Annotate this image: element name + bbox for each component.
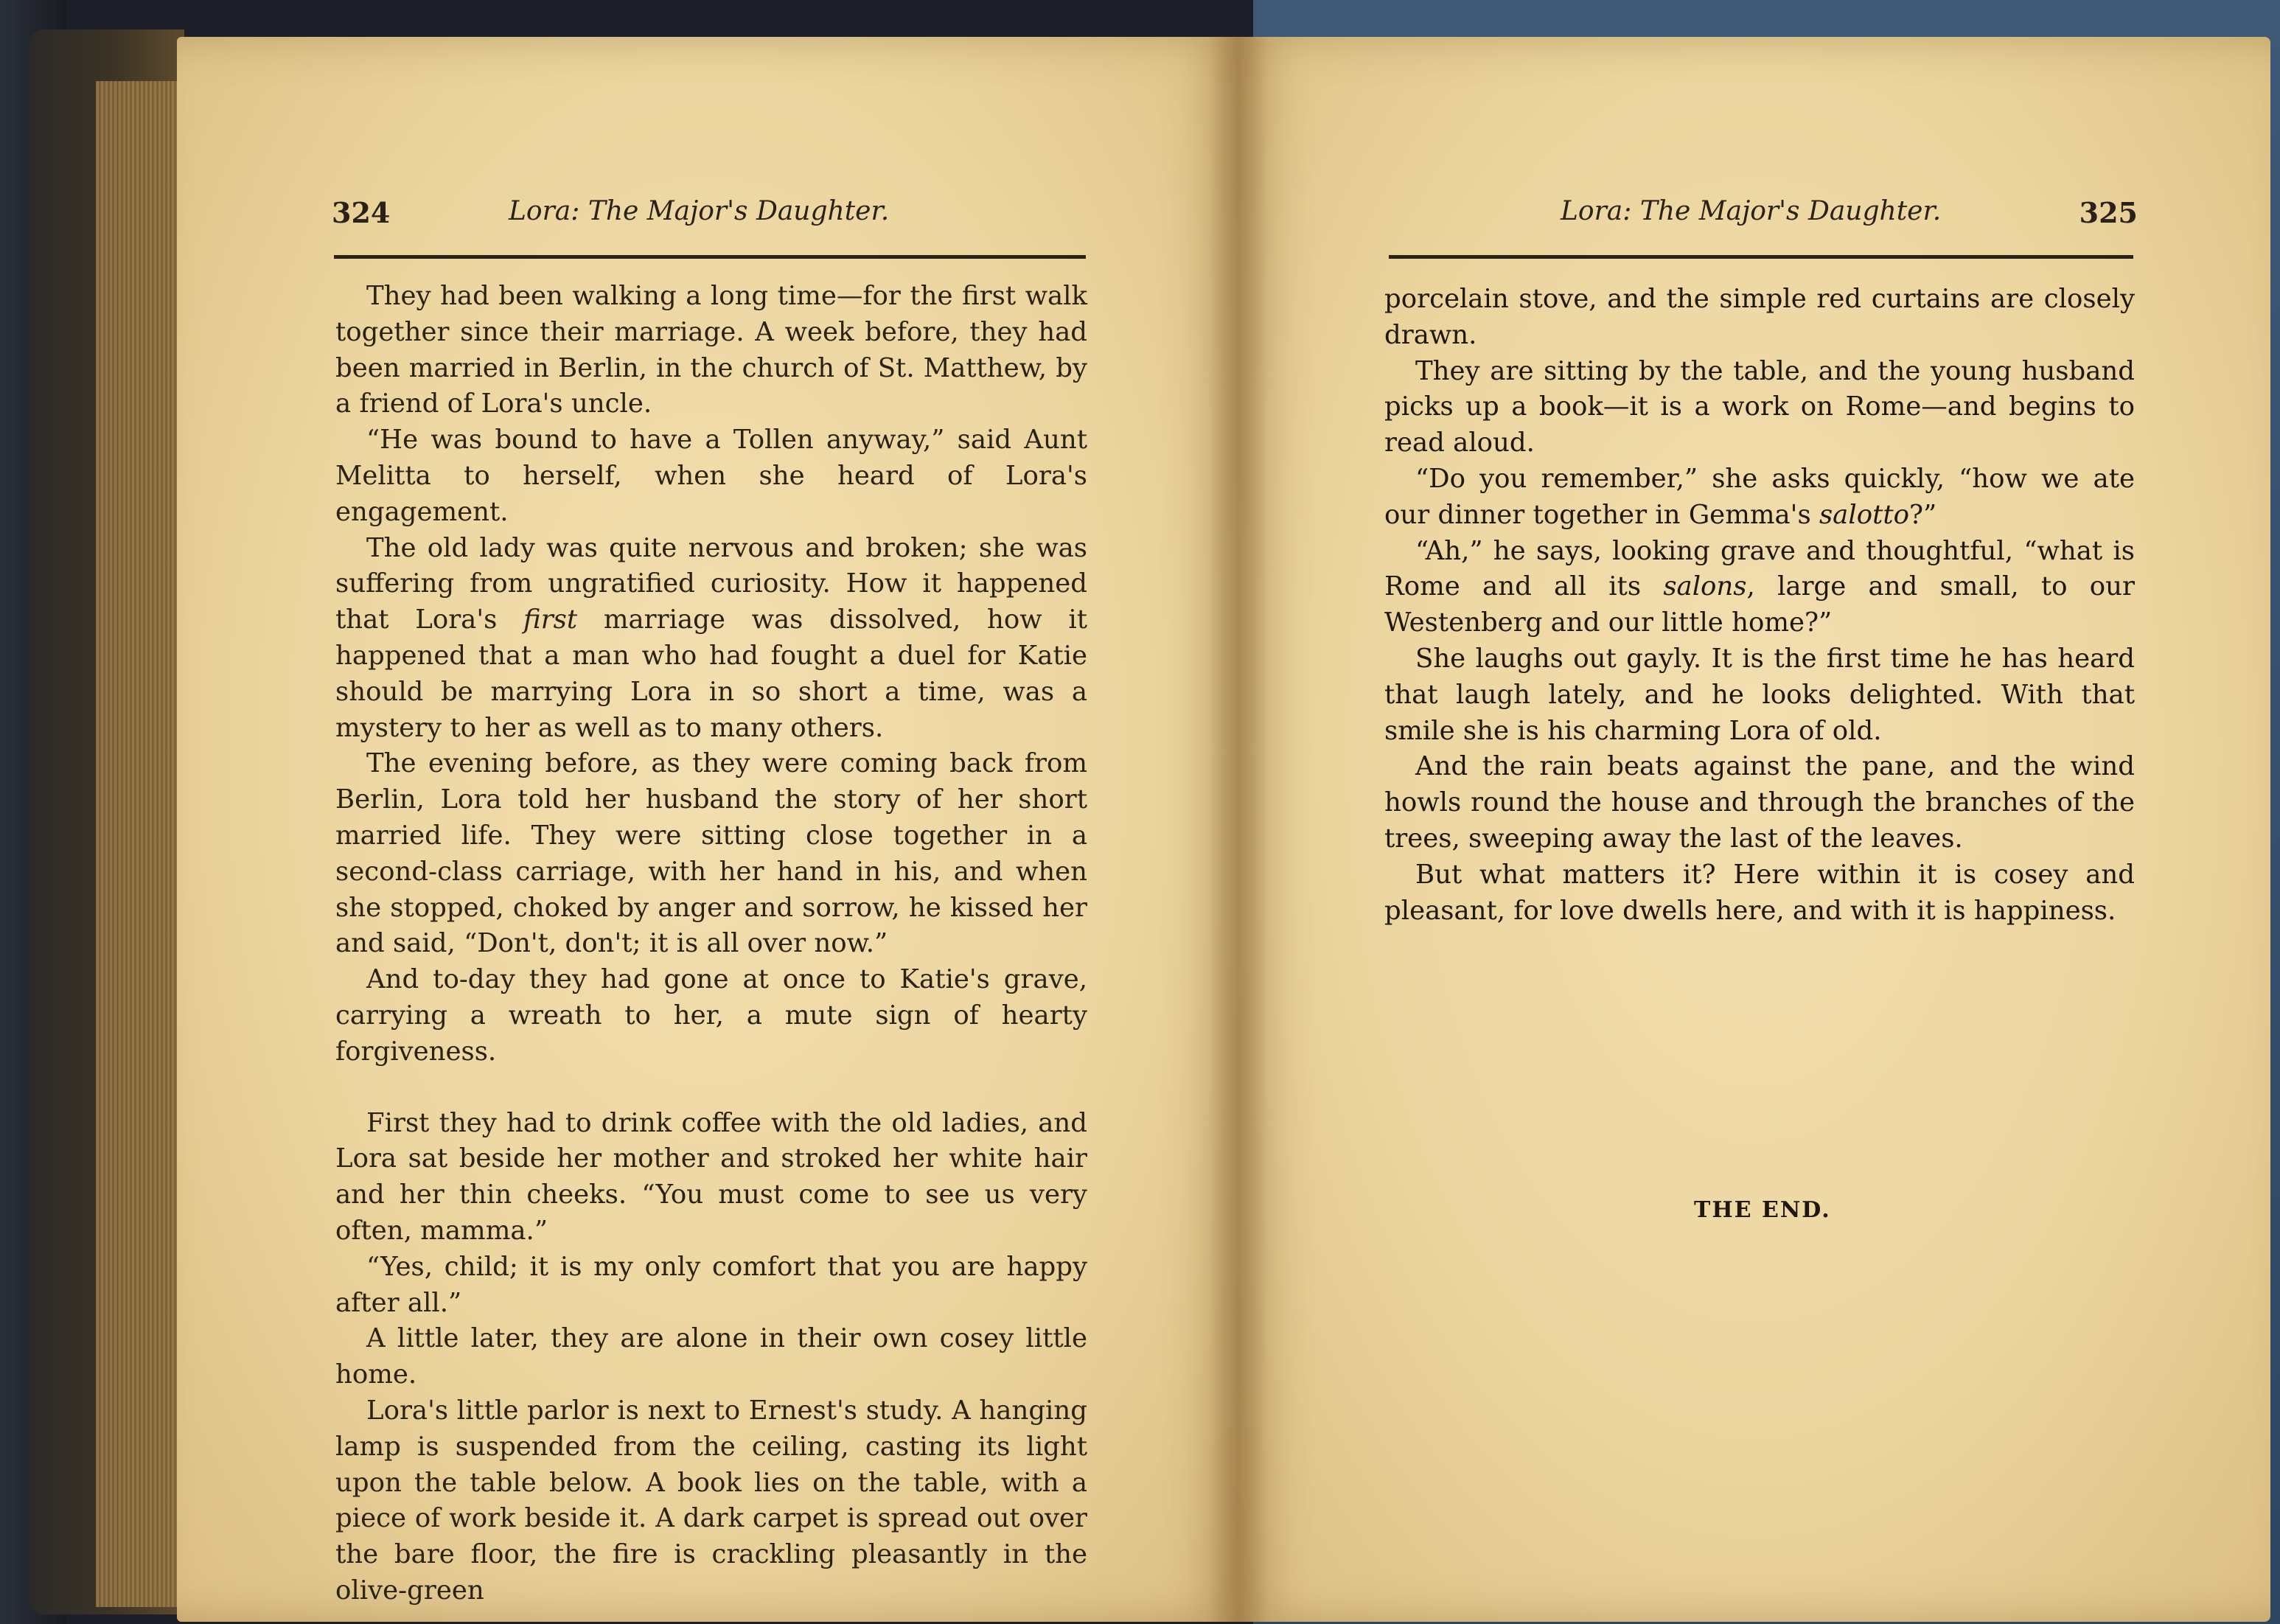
- right-page-number: 325: [2079, 196, 2138, 229]
- paragraph: [335, 279, 1087, 422]
- paragraph-text: First they had to drink coffee with the old ladies, and Lora sat beside her mother and stroked her white hair and her thin cheeks. “You must come to see us very often, mamma.”: [335, 1107, 1087, 1246]
- paragraph: [335, 1250, 1087, 1322]
- paragraph-text: porcelain stove, and the simple red curtains are closely drawn.: [1384, 284, 2135, 350]
- left-header-rule: [334, 255, 1086, 259]
- paragraph-text: But what matters it? Here within it is cosey and pleasant, for love dwells here, and with it is happiness.: [1384, 859, 2135, 926]
- right-page-body: [1384, 282, 2135, 929]
- paragraph-text: The old lady was quite nervous and broken; she was suffering from ungratified curiosity. How it happened that Lora's: [335, 532, 1087, 635]
- paragraph-text: She laughs out gayly. It is the first time he has heard that laugh lately, and he looks delighted. With that smile she is his charming Lora of old.: [1384, 643, 2135, 746]
- left-running-title: Lora: The Major's Daughter.: [509, 196, 890, 226]
- right-header-rule: [1389, 255, 2133, 259]
- paragraph: [335, 962, 1087, 1070]
- paragraph-text: “Ah,” he says, looking grave and thoughtful, “what is Rome and all its: [1384, 535, 2135, 602]
- paragraph: [1384, 354, 2135, 461]
- paragraph-text: “Yes, child; it is my only comfort that you are happy after all.”: [335, 1251, 1087, 1318]
- paragraph-text: They are sitting by the table, and the young husband picks up a book—it is a work on Rome—and begins to read aloud.: [1384, 355, 2135, 459]
- italic-text: first: [523, 604, 578, 635]
- italic-text: salons: [1663, 571, 1747, 602]
- paragraph: [335, 1106, 1087, 1250]
- paragraph-text: And the rain beats against the pane, and the wind howls round the house and through the branches of the trees, sweeping away the last of the leaves.: [1384, 751, 2135, 854]
- paragraph: [1384, 749, 2135, 857]
- paragraph: [335, 531, 1087, 747]
- paragraph-text: ?”: [1908, 499, 1937, 530]
- paragraph: [1384, 282, 2135, 354]
- paragraph-text: They had been walking a long time—for the first walk together since their marriage. A week before, they had been married in Berlin, in the church of St. Matthew, by a friend of Lora's uncle.: [335, 281, 1087, 419]
- paragraph: [1384, 641, 2135, 749]
- italic-text: salotto: [1819, 499, 1909, 530]
- right-running-title: Lora: The Major's Daughter.: [1561, 196, 1942, 226]
- paragraph-text: The evening before, as they were coming back from Berlin, Lora told her husband the story of her short married life. They were sitting close together in a second-class carriage, with her hand in his, and when she stopped, choked by anger and sorrow, he kissed her and said, “Don't, don't; it is all over now.”: [335, 748, 1087, 959]
- left-page-body: [335, 279, 1087, 1609]
- paragraph: [1384, 857, 2135, 930]
- paragraph-text: marriage was dissolved, how it happened that a man who had fought a duel for Katie should be marrying Lora in so short a time, was a mystery to her as well as to many others.: [335, 604, 1087, 743]
- paragraph-text: “He was bound to have a Tollen anyway,” said Aunt Melitta to herself, when she heard of Lora's engagement.: [335, 425, 1087, 527]
- paragraph-text: Lora's little parlor is next to Ernest's study. A hanging lamp is suspended from the ceiling, casting its light upon the table below. A book lies on the table, with a piece of work beside it. A dark carpet is spread out over the bare floor, the fire is crackling pleasantly in the olive-green: [335, 1395, 1087, 1606]
- paragraph-text: And to-day they had gone at once to Katie's grave, carrying a wreath to her, a mute sign of hearty forgiveness.: [335, 964, 1087, 1067]
- paragraph: [335, 1321, 1087, 1393]
- right-page-header: [1386, 196, 2138, 240]
- paragraph: [1384, 461, 2135, 534]
- paragraph-text: , large and small, to our Westenberg and our little home?”: [1384, 571, 2135, 638]
- paragraph: [335, 746, 1087, 962]
- paragraph: [335, 1393, 1087, 1609]
- paragraph: [335, 422, 1087, 530]
- the-end-label: THE END.: [1694, 1197, 1831, 1223]
- paragraph: [1384, 534, 2135, 641]
- paragraph-text: A little later, they are alone in their own cosey little home.: [335, 1323, 1087, 1390]
- left-page-header: [332, 196, 1091, 240]
- book-gutter: [1209, 37, 1268, 1622]
- paragraph-text: “Do you remember,” she asks quickly, “how we ate our dinner together in Gemma's: [1384, 463, 2135, 530]
- left-page-number: 324: [332, 196, 391, 229]
